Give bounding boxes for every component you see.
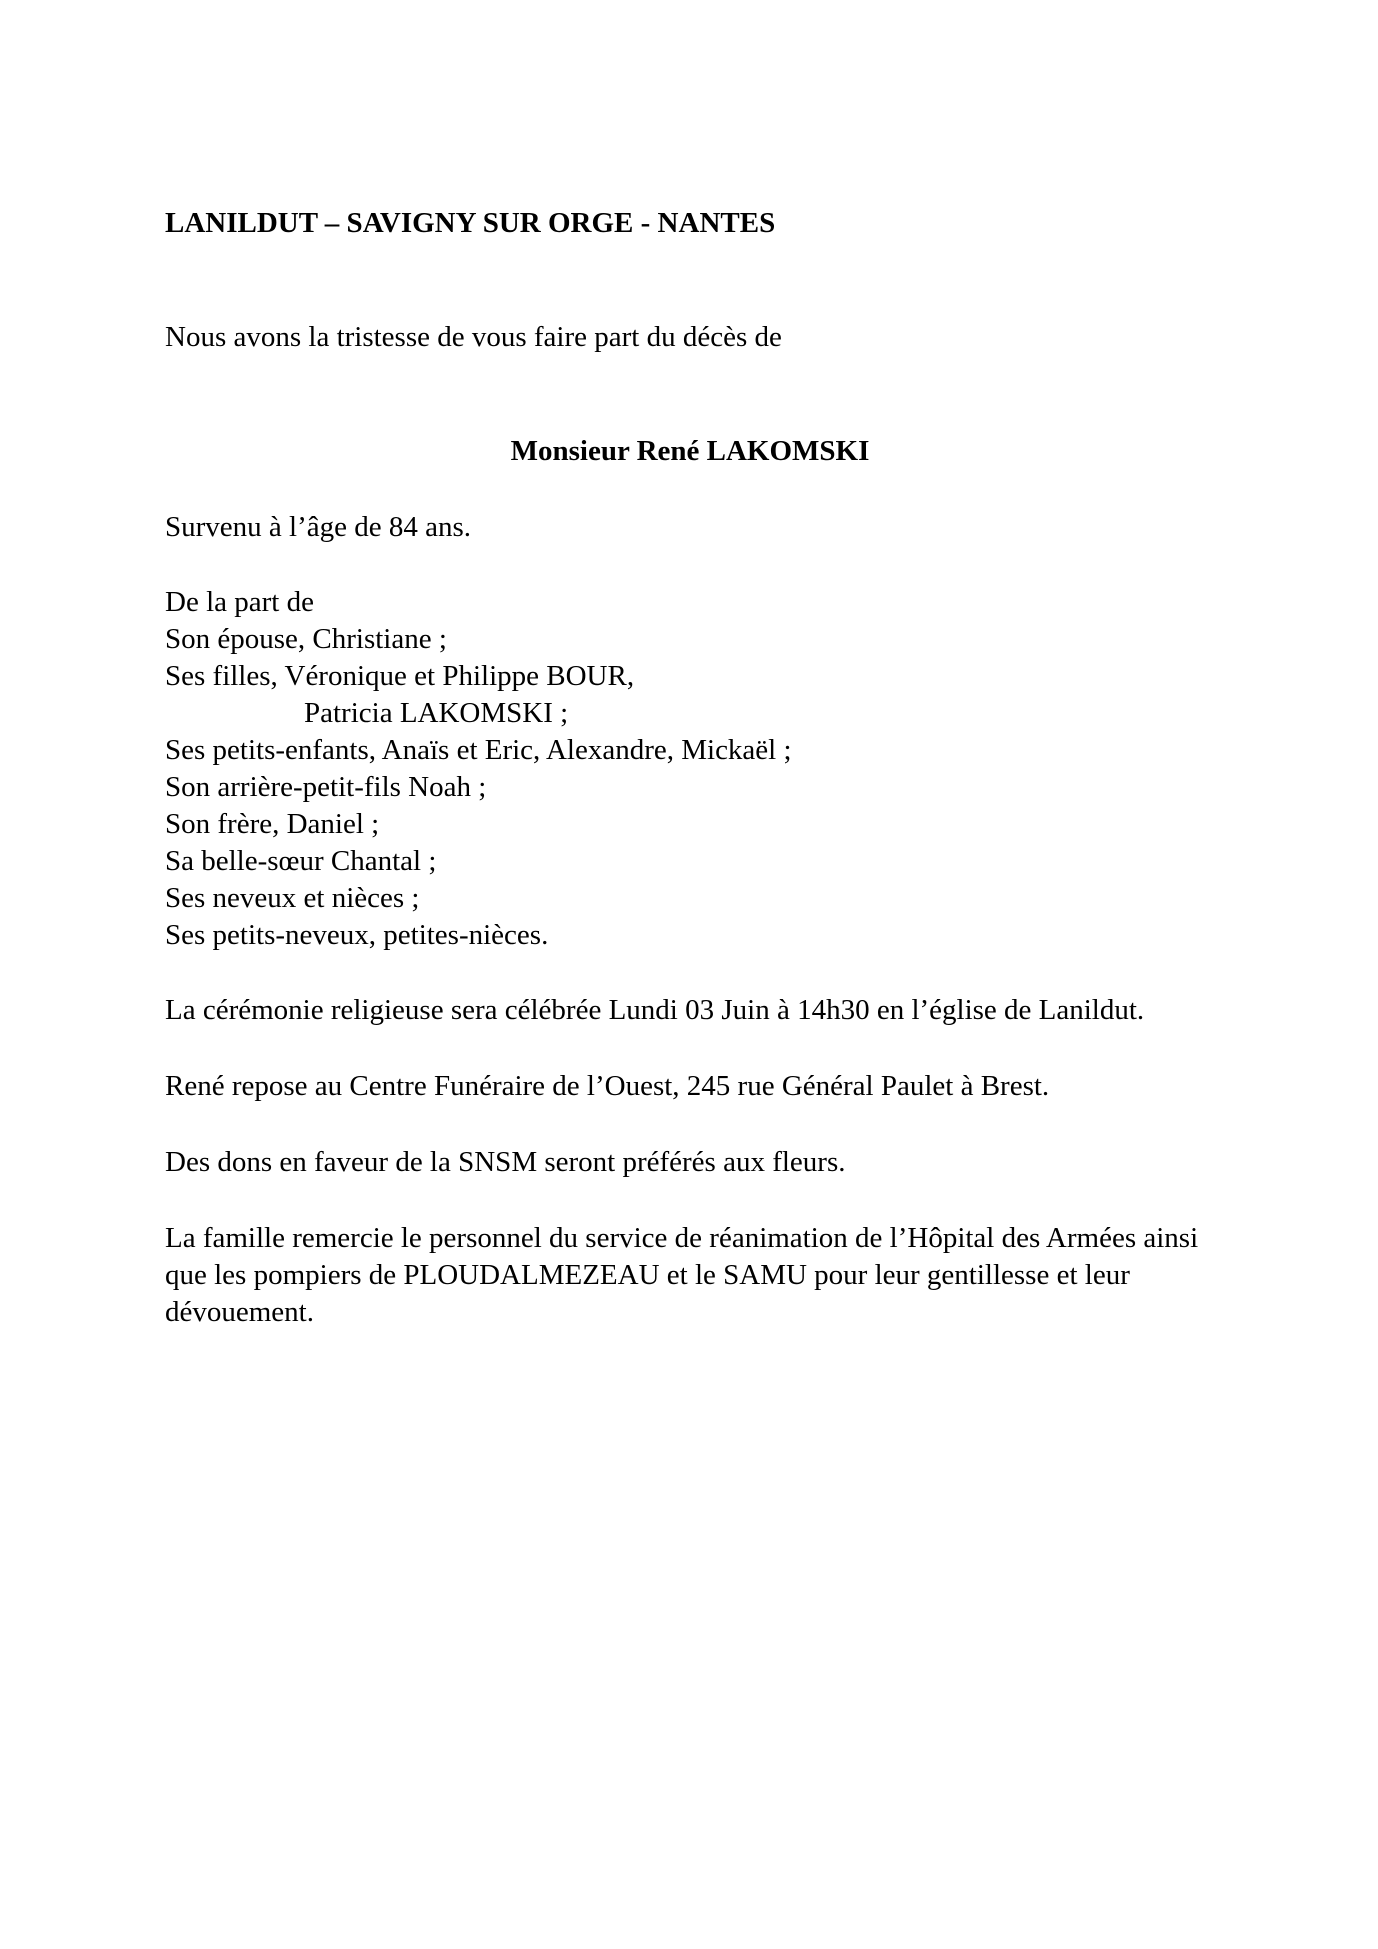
family-member-daughter-second: Patricia LAKOMSKI ; xyxy=(304,697,569,729)
thanks-paragraph: La famille remercie le personnel du service de réanimation de l’Hôpital des Armées ainsi que les pompiers de PLOUDALMEZEAU et le SAMU pour leur gentillesse et leur dévouement. xyxy=(165,1222,1199,1328)
family-member-great-grandson: Son arrière-petit-fils Noah ; xyxy=(165,771,487,803)
announcement-intro: Nous avons la tristesse de vous faire part du décès de xyxy=(165,321,782,353)
document-body xyxy=(165,205,1215,1360)
family-member-grandchildren: Ses petits-enfants, Anaïs et Eric, Alexandre, Mickaël ; xyxy=(165,734,792,766)
ceremony-paragraph: La cérémonie religieuse sera célébrée Lundi 03 Juin à 14h30 en l’église de Lanildut. xyxy=(165,994,1145,1026)
deceased-name: Monsieur René LAKOMSKI xyxy=(510,435,870,467)
family-member-grand-nephews-nieces: Ses petits-neveux, petites-nièces. xyxy=(165,919,549,951)
family-member-sister-in-law: Sa belle-sœur Chantal ; xyxy=(165,845,437,877)
family-member-daughters: Ses filles, Véronique et Philippe BOUR, xyxy=(165,660,635,692)
family-member-nephews-nieces: Ses neveux et nièces ; xyxy=(165,882,420,914)
family-list xyxy=(165,584,1215,954)
location-heading: LANILDUT – SAVIGNY SUR ORGE - NANTES xyxy=(165,207,776,239)
age-statement: Survenu à l’âge de 84 ans. xyxy=(165,511,472,543)
family-member-brother: Son frère, Daniel ; xyxy=(165,808,380,840)
family-member-spouse: Son épouse, Christiane ; xyxy=(165,623,447,655)
rest-place-paragraph: René repose au Centre Funéraire de l’Ouest, 245 rue Général Paulet à Brest. xyxy=(165,1070,1050,1102)
donations-paragraph: Des dons en faveur de la SNSM seront préférés aux fleurs. xyxy=(165,1146,846,1178)
family-intro: De la part de xyxy=(165,586,314,618)
